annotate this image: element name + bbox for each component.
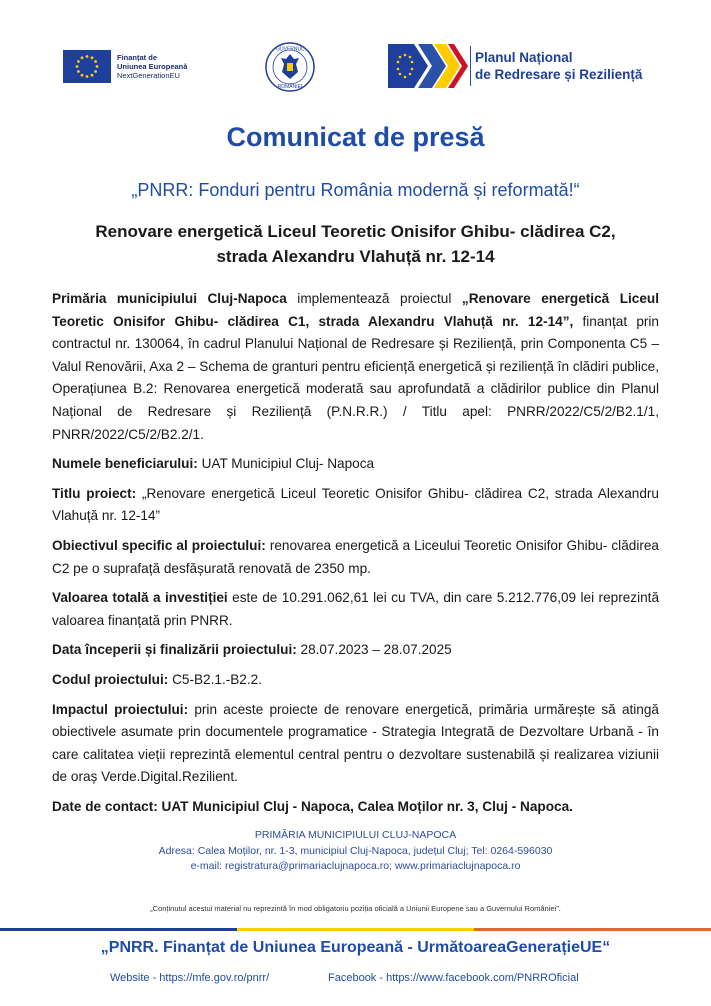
pnrr-line-2: de Redresare și Reziliență — [475, 67, 643, 82]
tricolor-divider — [0, 928, 711, 931]
logo-header — [0, 40, 711, 100]
eu-line-1: Finanțat de — [117, 53, 158, 62]
field-project-title — [52, 483, 659, 528]
document-title: Comunicat de presă — [226, 122, 485, 152]
disclaimer: „Conținutul acestui material nu reprezintă în mod obligatoriu poziția oficială a Uniunii Europene sau a Guvernului României”. — [150, 904, 561, 913]
field-value: „Renovare energetică Liceul Teoretic Onisifor Ghibu- clădirea C2, strada Alexandru Vlahuță nr. 12-14” — [52, 485, 659, 524]
intro-bold-1: Primăria municipiului Cluj-Napoca — [52, 291, 287, 306]
pnrr-line-1: Planul Național — [475, 50, 573, 65]
pnrr-logo — [388, 44, 642, 88]
intro-bold-2: „Renovare energetică Liceul Teoretic Onisifor Ghibu- clădirea C1, strada Alexandru Vlahuță nr. 12-14”, — [52, 291, 659, 329]
pnrr-divider — [470, 46, 471, 86]
divider-yellow — [237, 928, 474, 931]
pnrr-flag-icon — [388, 44, 468, 88]
footer-org: PRIMĂRIA MUNICIPIULUI CLUJ-NAPOCA — [254, 829, 457, 841]
gov-text-bottom: ROMÂNIEI — [277, 84, 303, 90]
field-label: Numele beneficiarului: — [52, 456, 198, 472]
field-label: Titlu proiect: — [52, 485, 137, 501]
field-total-value — [52, 587, 659, 632]
field-value: este de 10.291.062,61 lei cu TVA, din care 5.212.776,09 lei reprezintă valoarea finanțată prin PNRR. — [52, 590, 660, 628]
field-label: Impactul proiectului: — [52, 701, 189, 717]
field-value: C5-B2.1.-B2.2. — [168, 671, 262, 687]
footer-contact-block — [0, 828, 711, 875]
subtitle-line-2: strada Alexandru Vlahuță nr. 12-14 — [216, 247, 495, 266]
contact-text: Date de contact: UAT Municipiul Cluj - Napoca, Calea Moților nr. 3, Cluj - Napoca. — [52, 798, 573, 814]
intro-paragraph — [52, 288, 659, 446]
intro-text-2: finanțat prin contractul nr. 130064, în cadrul Planului Național de Redresare și Reziliență, prin Componenta C5 – Valul Renovării, Axa 2 – Schema de granturi pentru eficiență energetică și reziliență în clădiri publice, Operațiunea B.2: Renovarea energetică moderată sau aprofundată a clădirilor publice din Planul Național de Redresare și Reziliență (P.N.R.R.) / Titlu apel: PNRR/2022/C5/2/B2.1/1, PNRR/2022/C5/2/B2.2/1. — [52, 313, 659, 442]
footer-address: Adresa: Calea Moților, nr. 1-3, municipiul Cluj-Napoca, județul Cluj; Tel: 0264-596030 — [158, 844, 553, 857]
facebook-link[interactable]: Facebook - https://www.facebook.com/PNRROficial — [328, 972, 579, 984]
eu-flag-icon — [63, 50, 111, 83]
field-value: renovarea energetică a Liceului Teoretic Onisifor Ghibu- clădirea C2 pe o suprafață desfășurată renovată de 2350 mp. — [52, 537, 659, 576]
contact-line — [52, 796, 659, 819]
field-label: Obiectivul specific al proiectului: — [52, 537, 266, 553]
field-project-code — [52, 669, 659, 692]
field-dates — [52, 639, 659, 662]
field-value: 28.07.2023 – 28.07.2025 — [296, 642, 452, 658]
gov-text-top: GUVERNUL — [276, 46, 304, 53]
field-label: Codul proiectului: — [52, 671, 169, 687]
eu-funding-logo — [63, 50, 187, 83]
intro-text-1: implementează proiectul — [286, 291, 462, 306]
divider-red — [474, 928, 711, 931]
government-seal-icon — [265, 42, 315, 92]
eu-funding-text — [117, 53, 187, 80]
footer-email: e-mail: registratura@primariaclujnapoca.ro; www.primariaclujnapoca.ro — [190, 860, 521, 872]
eu-line-3: NextGenerationEU — [117, 71, 180, 80]
field-objective — [52, 535, 659, 580]
field-label: Data începerii și finalizării proiectului: — [52, 642, 297, 658]
subtitle-line-1: Renovare energetică Liceul Teoretic Onisifor Ghibu- clădirea C2, — [95, 222, 616, 241]
document-body — [52, 288, 659, 825]
field-beneficiary — [52, 453, 659, 476]
field-impact — [52, 699, 659, 789]
slogan: „PNRR: Fonduri pentru România modernă și reformată!“ — [131, 180, 580, 200]
pnrr-logo-text — [475, 49, 642, 83]
field-label: Valoarea totală a investiției — [52, 590, 228, 606]
eu-line-2: Uniunea Europeană — [117, 62, 188, 71]
divider-blue — [0, 928, 237, 931]
project-subtitle — [40, 219, 671, 269]
field-value: UAT Municipiul Cluj- Napoca — [197, 456, 375, 472]
website-link[interactable]: Website - https://mfe.gov.ro/pnrr/ — [110, 972, 270, 984]
field-value: prin aceste proiecte de renovare energetică, primăria urmărește să atingă obiectivele asumate prin documentele programatice - Strategia Integrată de Dezvoltare Urbană - în care calitatea vieții reprezintă elementul central pentru o dezvoltare sustenabilă și realizarea viziunii de oraș Verde.Digital.Rezilient. — [52, 701, 659, 785]
bottom-slogan: „PNRR. Finanțat de Uniunea Europeană - UrmătoareaGenerațieUE“ — [100, 939, 611, 956]
